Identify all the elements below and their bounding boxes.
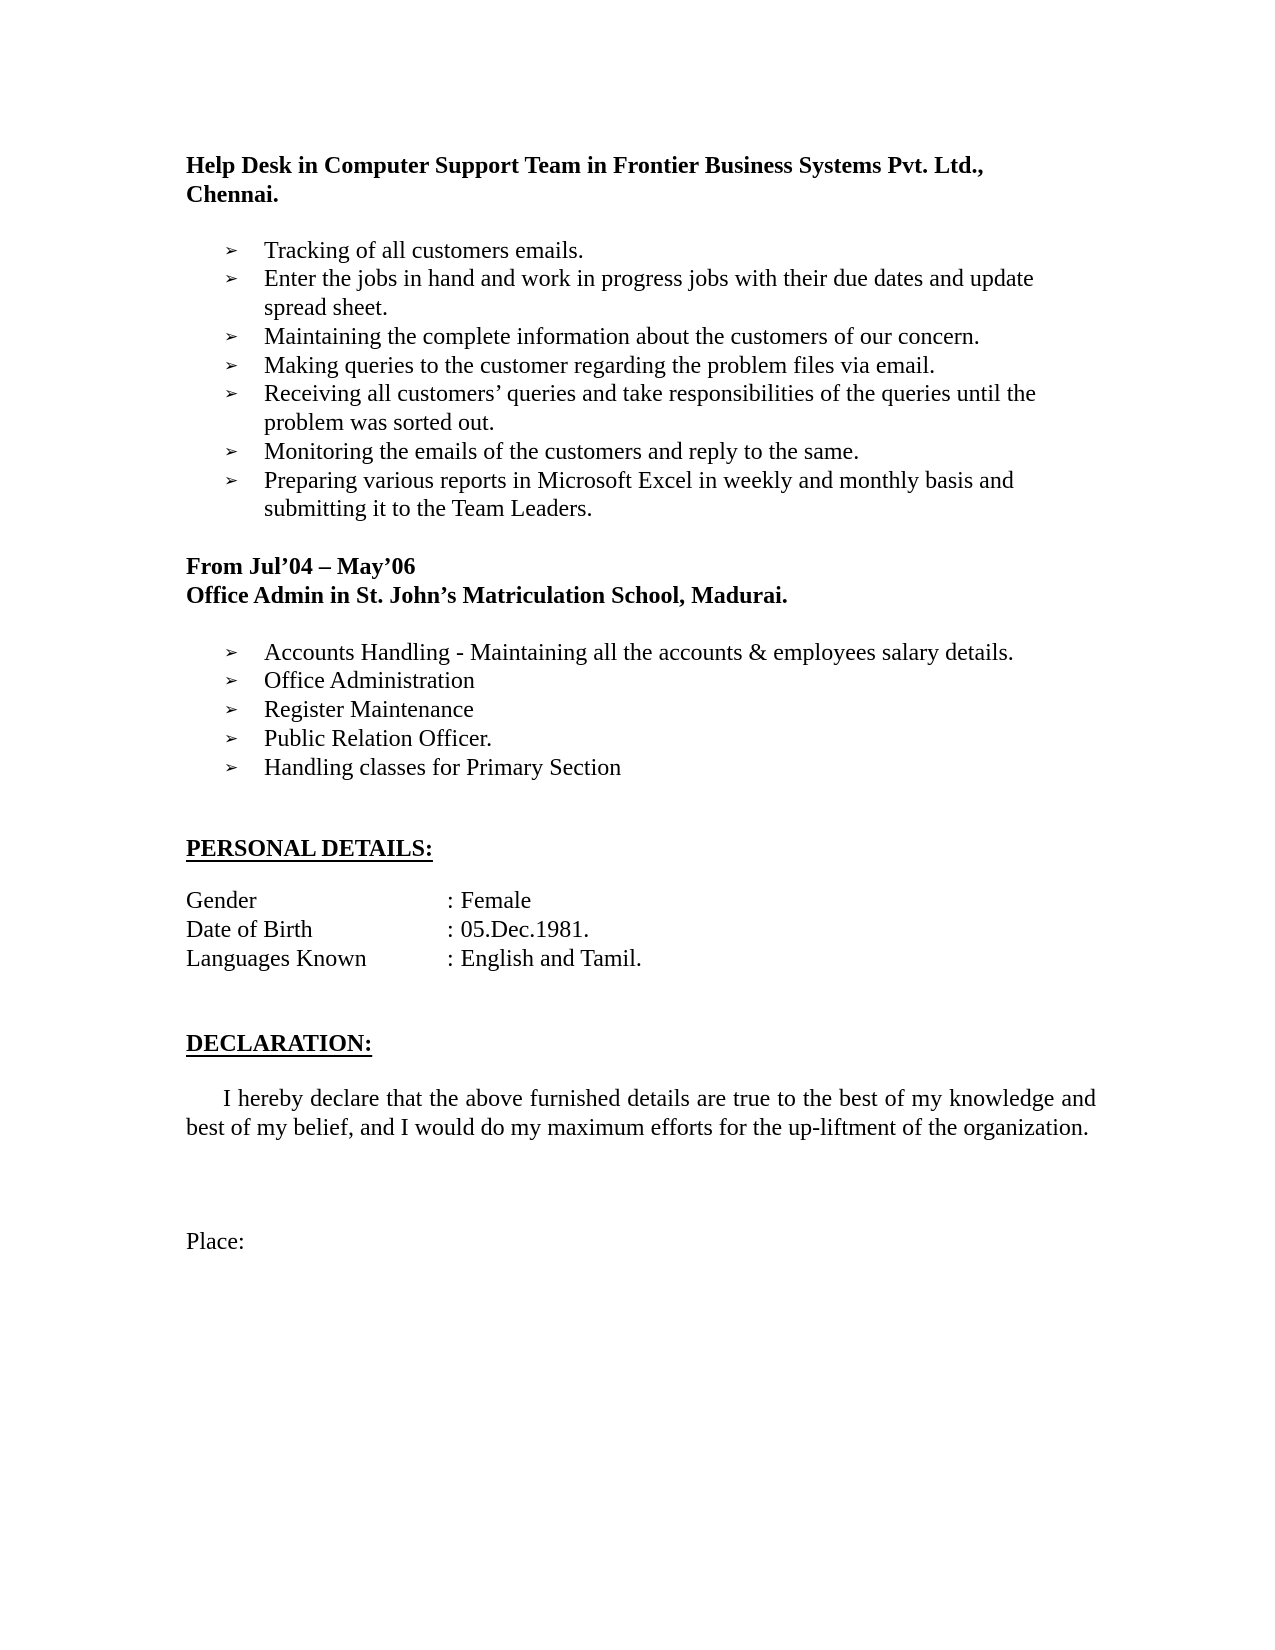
job1-duties-list <box>186 237 1096 525</box>
list-item-text: Tracking of all customers emails. <box>264 237 584 264</box>
list-item-text: Accounts Handling - Maintaining all the accounts & employees salary details. <box>264 639 1014 666</box>
list-item-text: Handling classes for Primary Section <box>264 754 622 781</box>
list-item-text: Monitoring the emails of the customers and reply to the same. <box>264 438 860 465</box>
detail-row <box>186 916 1096 945</box>
list-item <box>186 667 1096 696</box>
arrow-bullet-icon: ➢ <box>224 355 239 376</box>
job2-duties-list <box>186 639 1096 783</box>
detail-label: Languages Known <box>186 945 367 972</box>
list-item-text: Office Administration <box>264 668 475 695</box>
personal-details-heading: PERSONAL DETAILS: <box>186 836 433 863</box>
arrow-bullet-icon: ➢ <box>224 757 239 778</box>
list-item-text: Preparing various reports in Microsoft Excel in weekly and monthly basis and submitting it to the Team Leaders. <box>264 467 1014 523</box>
detail-separator: : <box>447 945 454 972</box>
job1-title-line1: Help Desk in Computer Support Team in Frontier Business Systems Pvt. Ltd., <box>186 153 984 179</box>
arrow-bullet-icon: ➢ <box>224 269 239 290</box>
detail-value: English and Tamil. <box>460 945 642 972</box>
arrow-bullet-icon: ➢ <box>224 728 239 749</box>
list-item-text: Public Relation Officer. <box>264 725 493 752</box>
arrow-bullet-icon: ➢ <box>224 326 239 347</box>
list-item <box>186 380 1096 438</box>
detail-separator: : <box>447 888 454 914</box>
arrow-bullet-icon: ➢ <box>224 441 239 462</box>
list-item <box>186 754 1096 783</box>
list-item-text: Maintaining the complete information about the customers of our concern. <box>264 323 980 350</box>
job2-period: From Jul’04 – May’06 <box>186 554 416 580</box>
list-item <box>186 696 1096 725</box>
job2-heading <box>186 553 1096 611</box>
declaration-heading: DECLARATION: <box>186 1031 373 1058</box>
arrow-bullet-icon: ➢ <box>224 671 239 692</box>
detail-row <box>186 887 1096 916</box>
list-item <box>186 725 1096 754</box>
detail-label: Gender <box>186 888 257 914</box>
arrow-bullet-icon: ➢ <box>224 384 239 405</box>
arrow-bullet-icon: ➢ <box>224 700 239 720</box>
list-item <box>186 467 1096 525</box>
job1-title <box>186 152 1096 210</box>
job1-title-line2: Chennai. <box>186 181 279 208</box>
list-item <box>186 352 1096 381</box>
list-item-text: Receiving all customers’ queries and take responsibilities of the queries until the problem was sorted out. <box>264 381 1037 436</box>
list-item-text: Making queries to the customer regarding the problem files via email. <box>264 352 936 379</box>
list-item-text: Register Maintenance <box>264 697 474 723</box>
detail-separator: : <box>447 916 454 943</box>
list-item <box>186 438 1096 467</box>
arrow-bullet-icon: ➢ <box>224 642 239 663</box>
detail-row <box>186 945 1096 974</box>
place-label: Place: <box>186 1228 245 1255</box>
job2-title: Office Admin in St. John’s Matriculation School, Madurai. <box>186 582 788 609</box>
declaration-text: I hereby declare that the above furnished details are true to the best of my knowledge and best of my belief, and I would do my maximum efforts for the up-liftment of the organization. <box>186 1086 1096 1141</box>
arrow-bullet-icon: ➢ <box>224 240 239 261</box>
list-item <box>186 265 1096 323</box>
detail-value: 05.Dec.1981. <box>460 916 590 943</box>
list-item-text: Enter the jobs in hand and work in progress jobs with their due dates and update spread sheet. <box>264 266 1034 321</box>
list-item <box>186 639 1096 668</box>
detail-label: Date of Birth <box>186 916 313 943</box>
arrow-bullet-icon: ➢ <box>224 470 239 491</box>
list-item <box>186 237 1096 266</box>
detail-value: Female <box>460 888 532 914</box>
personal-details-table <box>186 887 1096 973</box>
list-item <box>186 323 1096 352</box>
